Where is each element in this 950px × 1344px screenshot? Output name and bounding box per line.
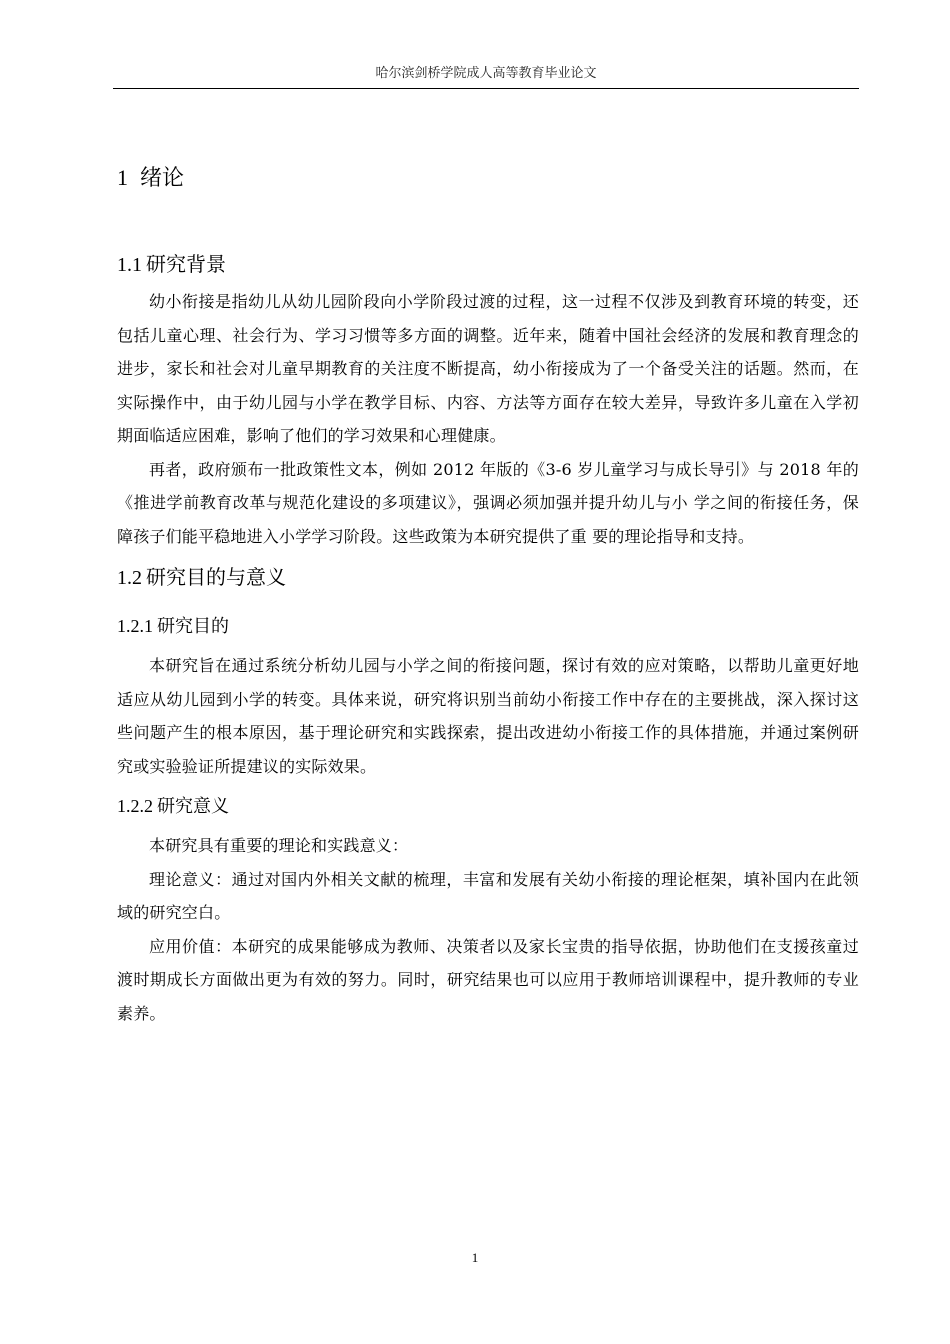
subsection-number: 1.2.2 [117, 796, 153, 816]
section-heading-1-1 [117, 248, 859, 281]
page-header [113, 66, 859, 89]
subsection-heading-1-2-2 [117, 789, 859, 823]
chapter-number: 1 [117, 165, 128, 190]
paragraph: 幼小衔接是指幼儿从幼儿园阶段向小学阶段过渡的过程，这一过程不仅涉及到教育环境的转变，还包括儿童心理、社会行为、学习习惯等多方面的调整。近年来，随着中国社会经济的发展和教育理念的进步，家长和社会对儿童早期教育的关注度不断提高，幼小衔接成为了一个备受关注的话题。然而，在实际操作中，由于幼儿园与小学在教学目标、内容、方法等方面存在较大差异，导致许多儿童在入学初期面临适应困难，影响了他们的学习效果和心理健康。 [117, 292, 859, 445]
section-heading-1-2 [117, 557, 859, 597]
paragraph: 再者，政府颁布一批政策性文本，例如 2012 年版的《3-6 岁儿童学习与成长导引》与 2018 年的《推进学前教育改革与规范化建设的多项建议》，强调必须加强并提升幼儿与小 学之间的衔接任务，保障孩子们能平稳地进入小学学习阶段。这些政策为本研究提供了重 要的理论指导和支持。 [117, 459, 859, 546]
chapter-title [117, 150, 859, 206]
paragraph: 本研究具有重要的理论和实践意义： [149, 836, 409, 855]
section-number: 1.1 [117, 254, 142, 276]
section-number: 1.2 [117, 567, 142, 589]
subsection-title-text: 研究意义 [157, 796, 229, 817]
paragraph: 应用价值：本研究的成果能够成为教师、决策者以及家长宝贵的指导依据，协助他们在支援孩童过渡时期成长方面做出更为有效的努力。同时，研究结果也可以应用于教师培训课程中，提升教师的专业素养。 [117, 936, 859, 1023]
subsection-heading-1-2-1 [117, 609, 859, 643]
chapter-title-text: 绪论 [140, 166, 185, 191]
section-title-text: 研究背景 [146, 252, 226, 276]
document-body [117, 150, 859, 1030]
subsection-title-text: 研究目的 [157, 616, 229, 637]
subsection-number: 1.2.1 [117, 616, 153, 636]
paragraph: 本研究旨在通过系统分析幼儿园与小学之间的衔接问题，探讨有效的应对策略，以帮助儿童更好地适应从幼儿园到小学的转变。具体来说，研究将识别当前幼小衔接工作中存在的主要挑战，深入探讨这些问题产生的根本原因，基于理论研究和实践探索，提出改进幼小衔接工作的具体措施，并通过案例研究或实验验证所提建议的实际效果。 [117, 656, 859, 776]
paragraph: 理论意义：通过对国内外相关文献的梳理，丰富和发展有关幼小衔接的理论框架，填补国内在此领域的研究空白。 [117, 869, 859, 922]
section-title-text: 研究目的与意义 [146, 565, 286, 589]
page-number: 1 [471, 1250, 479, 1265]
header-title: 哈尔滨剑桥学院成人高等教育毕业论文 [375, 66, 597, 81]
